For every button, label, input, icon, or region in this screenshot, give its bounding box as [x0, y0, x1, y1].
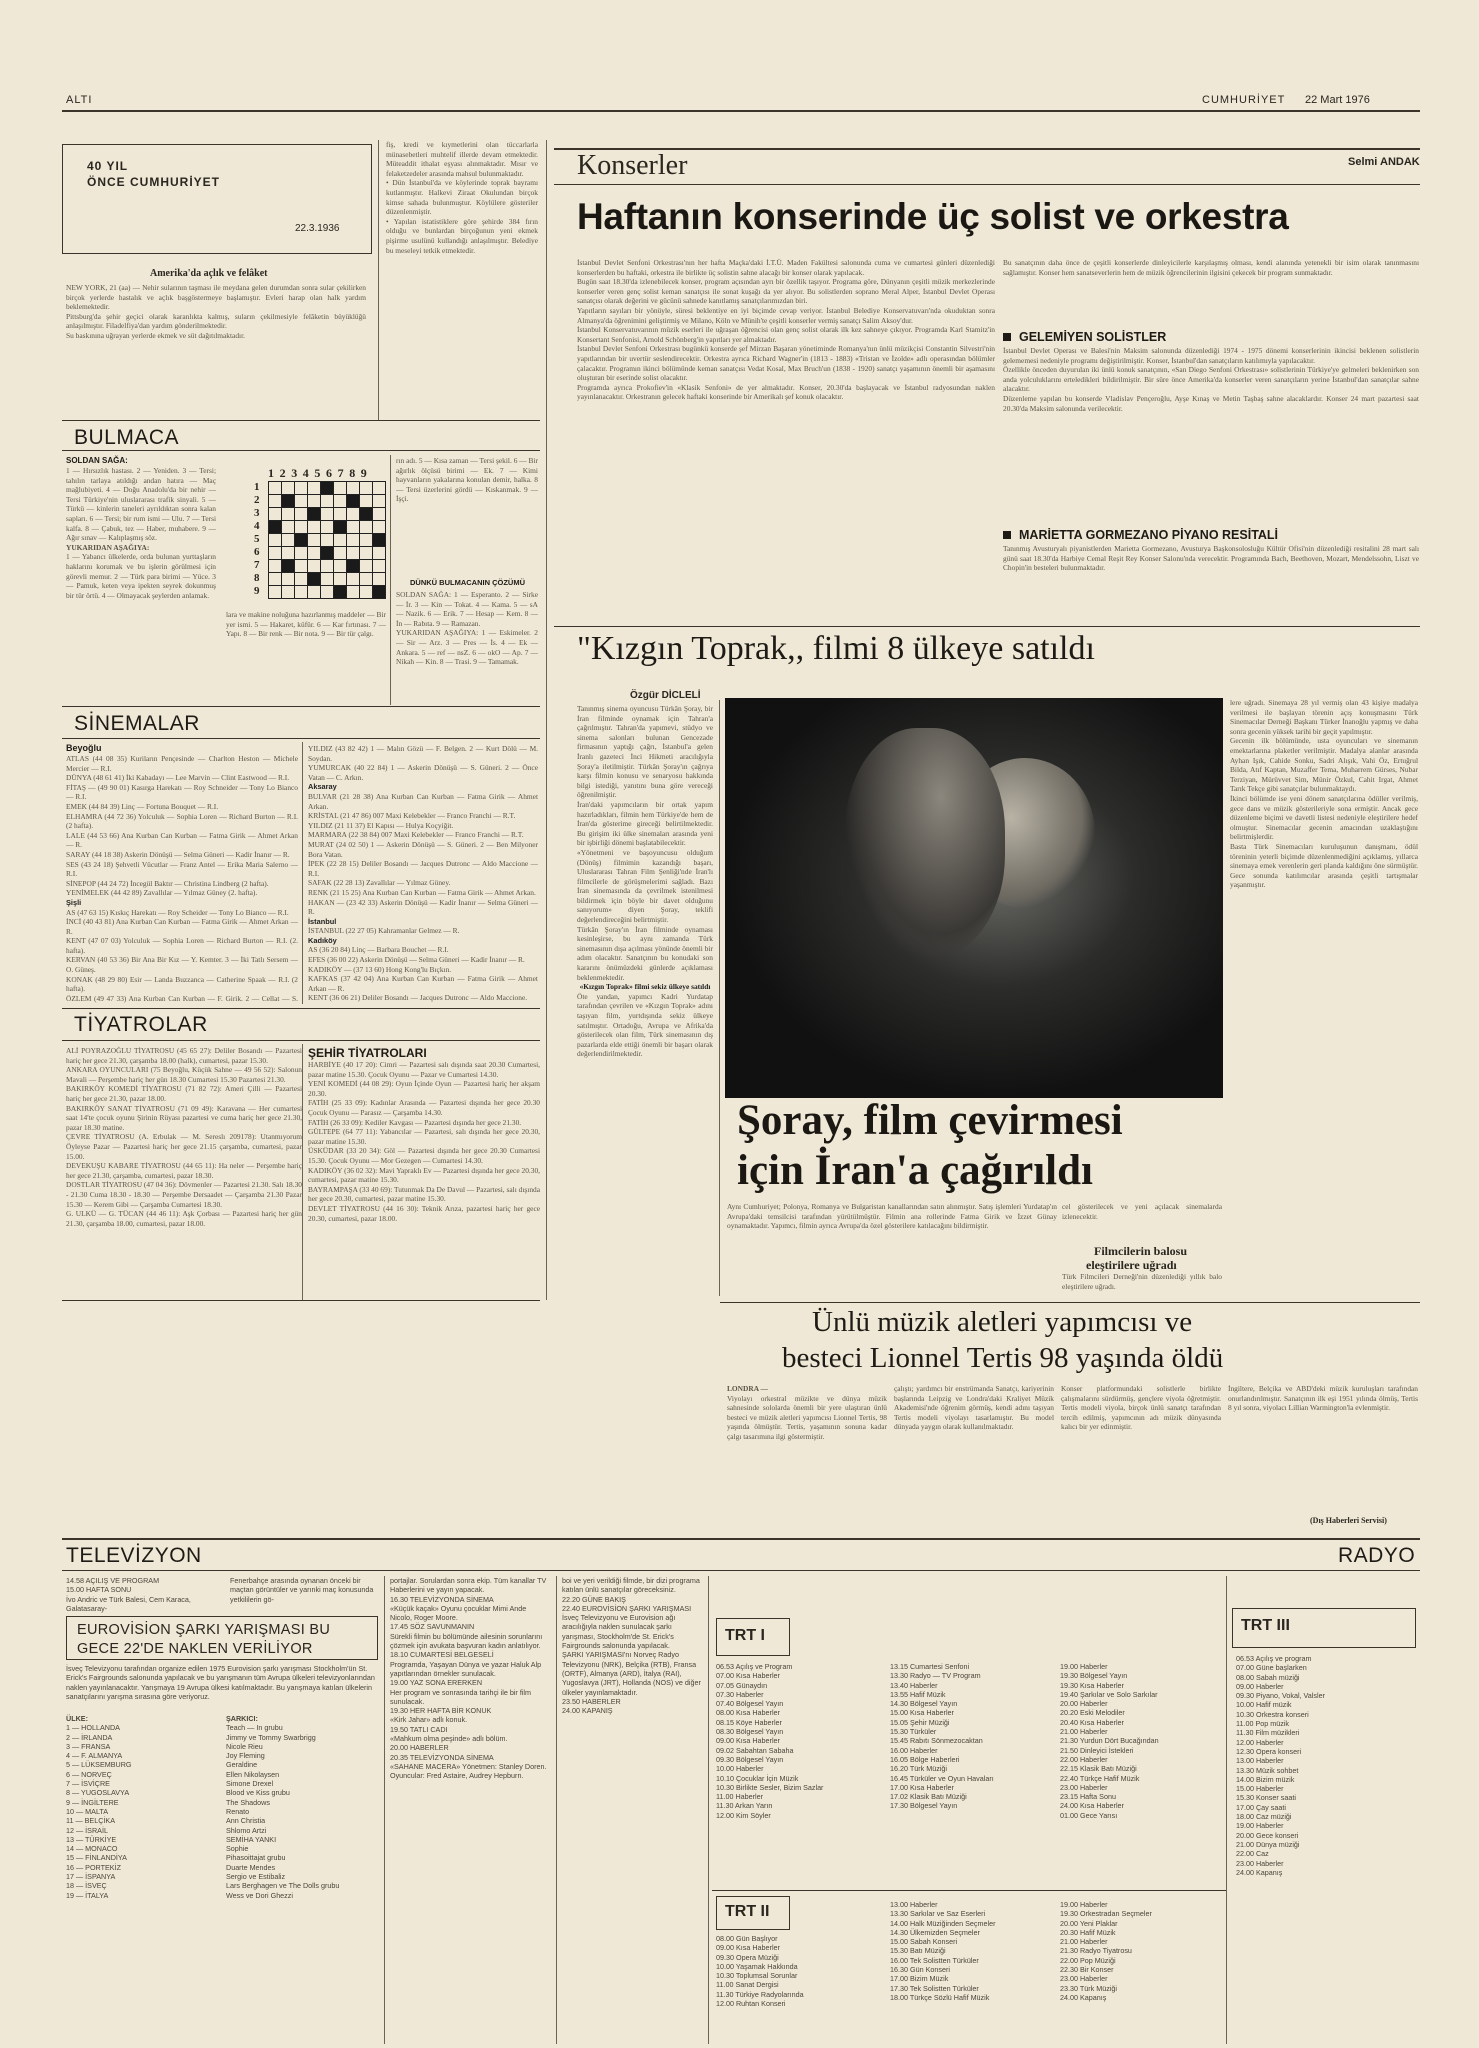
gelemiyen-text: İstanbul Devlet Operası ve Balesi'nin Maksim salonunda düzenlediği 1974 - 1975 dönemi konserlerinin ikincisi beklenen solistlerin gelememesi nedeniyle programı değiştirilmiştir. Konser, İstanbul'dan sanatçıların katılımıyla yapılacaktır. Özellikle önceden duyurulan iki ünlü konuk sanatçının, «San Diego Senfoni Orkestrası» solistlerinin Türkiye'ye gelmeleri beklenirken son anda yolculuklarını erteledikleri bildirilmiştir. Bir süre önce Amerika'da konserler veren sanatçıların yerine İstanbul'dan sanatçılar sahne alacaktır. Düzenleme yapılan bu konserde Vladislav Pençeroğlu, Ayşe Kınaş ve Metin Taşbaş sahne alacaklardır. Konser 24 mart pazartesi saat 20.30'da Maksim salonunda verilecektir. — [1003, 346, 1419, 413]
sinemalar-title: SİNEMALAR — [74, 712, 200, 735]
forty-years-subtitle: ÖNCE CUMHURİYET — [87, 175, 221, 189]
soray-headline-2: için İran'a çağırıldı — [737, 1147, 1093, 1194]
tiyatrolar-title: TİYATROLAR — [74, 1013, 208, 1036]
forty-years-title: 40 YIL — [87, 159, 129, 173]
subhead-gelemiyen-text: GELEMİYEN SOLİSTLER — [1019, 330, 1167, 344]
tv-schedule-top-2: Fenerbahçe arasında oynanan önceki bir maçtan görüntüler ve yarınki maç konusunda yetkililerin gö- — [230, 1576, 374, 1604]
row-number: 9 — [254, 585, 260, 597]
konserler-text-right: Bu sanatçının daha önce de çeşitli konserlerde dinleyicilerle karşılaşmış olması, kendi alanında yetenekli bir isim olarak tanınmasını sağlamıştır. Konser hem sanatseverlerin hem de müzik öğrencilerinin ilgisini çekecek bir program sunmaktadır. — [1003, 258, 1419, 277]
forty-years-headline: Amerika'da açlık ve felâket — [150, 268, 268, 279]
row-number: 5 — [254, 533, 260, 545]
tiyatrolar-list-left: ALİ POYRAZOĞLU TİYATROSU (45 65 27): Deliler Bosandı — Pazartesi hariç her gece 21.30, çarşamba 18.00 (halk), cumartesi, pazar 15.30. ANKARA OYUNCULARI (75 Beyoğlu, Küçük Sahne — 49 56 52): Salonun Mavali — Perşembe hariç her gün 18.30 Cumartesi 15.30 Pazartesi 21.30. BAKIRKÖY KOMEDİ TİYATROSU (71 82 72): Ameri Çilli — Pazartesi hariç her gece 21.30, pazar 18.00. BAKIRKÖY SANAT TİYATROSU (71 09 49): Karavana — Her cumartesi saat 14'te çocuk oyunu Şirinin Rüyası pazartesi ve cuma hariç her gece 21.30, pazar 18.30 matine. ÇEVRE TİYATROSU (A. Erbulak — M. Sereslı 209178): Utanmıyorum Öyleyse Pazar — Pazartesi hariç her gece 21.15 çarşamba, cumartesi, pazar 15.00. DEVEKUŞU KABARE TİYATROSU (44 65 11): Ha neler — Perşembe hariç her gece 21.30, çarşamba, cumartesi, pazar 18.30. DOSTLAR TİYATROSU (47 04 36): Dövmenler — Pazartesi 21.30. Salı 18.30 - 21.30 Cuma 18.30 - 18.30 — Perşembe Dersaadet — Çarşamba 21.30 Pazar 15.30 — Kerem Gibi — Çarşamba Cumartesi 18.30. G. ULKÜ — G. TÜCAN (44 46 11): Aşk Çorbası — Pazartesi hariç her gün 21.30, çarşamba 18.00, cumartesi, pazar 18.00. — [66, 1046, 302, 1228]
tv-schedule-right: boi ve yeri verildiği filmde, bir dizi programa katılan ünlü sanatçılar göreceksiniz. 22.20 GÜNE BAKIŞ 22.40 EUROVİSİON ŞARKI YARIŞMASI İsveç Televizyonu ve Eurovision ağı aracılığıyla naklen sunulacak şarkı yarışması, Stockholm'de St. Erick's Fairgrounds salonunda yapılacak. ŞARKI YARIŞMASI'nı Norveç Radyo Televizyonu (NRK), Belçika (RTB), Fransa (ORTF), Almanya (ARD), İtalya (RAI), Yugoslavya (JRT), Hollanda (NOS) ve diğer ülkeler yayınlamaktadır. 23.50 HABERLER 24.00 KAPANIŞ — [562, 1576, 701, 1716]
tertis-credit: (Dış Haberleri Servisi) — [1310, 1516, 1387, 1525]
soray-headline-1: Şoray, film çevirmesi — [737, 1097, 1123, 1144]
konserler-headline: Haftanın konserinde üç solist ve orkestra — [577, 196, 1289, 237]
tertis-text-4: İngiltere, Belçika ve ABD'deki müzik kuruluşları tarafından onurlandırılmıştır. Sanatçının ilk eşi 1951 yılında ölmüş, Tertis 8 yıl sonra, viyolacı Lillian Warmington'la evlenmiştir. — [1228, 1384, 1418, 1413]
square-bullet-icon — [1003, 531, 1011, 539]
forty-years-date: 22.3.1936 — [295, 223, 340, 234]
row-number: 1 — [254, 481, 260, 493]
soray-sub: Filmcilerin balosu — [1094, 1244, 1187, 1258]
bulmaca-soldan: SOLDAN SAĞA: — [66, 456, 128, 465]
row-number: 4 — [254, 520, 260, 532]
page-number: ALTI — [66, 94, 93, 106]
trt2-box — [716, 1896, 790, 1930]
sehir-tiyatrolari-title: ŞEHİR TİYATROLARI — [308, 1046, 427, 1060]
bulmaca-title: BULMACA — [74, 426, 180, 449]
bulmaca-grid-numbers: 1 2 3 4 5 6 7 8 9 — [268, 466, 369, 480]
district-sisli: Şişli — [66, 897, 82, 907]
news-photo — [725, 698, 1223, 1098]
eurovision-text: İsveç Televizyonu tarafından organize edilen 1975 Eurovision şarkı yarışması Stockholm'ün St. Erick's Fairgrounds salonunda yapılacak ve bu yarışmanın tüm Avrupa ülkeleri televizyonlarından naklen yayınlanacaktır. Yarışmaya 19 Avrupa ülkesi katılmaktadır. Bu yarışmaya katılan ülkelerin sanatçılarını yarışma sırasına göre veriyoruz. — [66, 1664, 375, 1701]
square-bullet-icon — [1003, 333, 1011, 341]
marietta-text: Tanınmış Avusturyalı piyanistlerden Marietta Gormezano, Avusturya Başkonsolosluğu Kültür Ofisi'nin düzenlediği resitalini 28 mart salı günü saat 18.30'da Harbiye Cemal Reşit Rey Konser Salonu'nda verecektir. Programında Bach, Beethoven, Mozart, Mendelssohn, Liszt ve Chopin'in besteleri bulunmaktadır. — [1003, 544, 1419, 573]
trt2-schedule: 08.00 Gün Başlıyor 09.00 Kısa Haberler 09.30 Opera Müziği 10.00 Yaşamak Hakkında 10.30 Toplumsal Sorunlar 11.00 Sanat Dergisi 11.30 Türkiye Radyolarında 12.00 Ruhtan Konseri — [716, 1934, 804, 2009]
konserler-label: Konserler — [577, 150, 688, 181]
televizyon-title: TELEVİZYON — [66, 1544, 202, 1567]
row-number: 2 — [254, 494, 260, 506]
masthead-date: 22 Mart 1976 — [1305, 94, 1370, 106]
subhead-marietta — [1003, 528, 1278, 542]
toprak-headline: "Kızgın Toprak,, filmi 8 ülkeye satıldı — [577, 630, 1095, 667]
toprak-text: Tanınmış sinema oyuncusu Türkân Şoray, bir İran filminde oynamak için Tahran'a çağrılmıştır. Tahran'da yapımevi, stüdyo ve sinema salonları bulunan Gencezade firmasının yaptığı çağrı, İstanbul'a gelen İranlı gazeteci İnci Hikmeti aracılığıyla Şoray'a iletilmiştir. Türkân Şoray'ın çağrıya karşı filmin konusu ve senaryosu hakkında bilgi istediği, yanıtını buna göre vereceği öğrenilmiştir. İran'daki yapımcıların bir ortak yapım hazırladıkları, filmin hem Türkiye'de hem de İran'da gösterime gireceği belirtilmektedir. Bu girişim iki ülke sinemaları arasında yeni bir işbirliği dönemi başlatabilecektir. «Yönetmeni ve başoyuncusu olduğum (Dönüş) filmimin kazandığı başarı, Uluslararası Tahran Film Şenliği'nde İran'lı filmcilerle de görüşmelerimi sağladı. Bazı İran sinemasında da çevrilmek istenilmesi bildirmek için böyle bir davet olduğunu sanıyorum» diyen Şoray, teklifi değerlendireceğini belirtmiştir. Türkân Şoray'ın İran filminde oynaması kesinleşirse, bu aynı zamanda Türk sinemasının dışa açılması yönünde önemli bir adım olacaktır. Sanatçının bu konudaki son kararını önümüzdeki günlerde açıklaması beklenmektedir. «Kızgın Toprak» filmi sekiz ülkeye satıldı Öte yandan, yapımcı Kadri Yurdatap tarafından çevrilen ve «Kızgın Toprak» adını taşıyan film, yurtdışında sekiz ülkeye satılmıştır. Ortadoğu, Avrupa ve Afrika'da gösterilecek olan film, Türk sinemasının dış pazarlarda elde ettiği önemli bir başarı olarak değerlendirilmektedir. — [577, 704, 713, 1059]
subhead-gelemiyen — [1003, 330, 1166, 344]
soray-text-3: Türk Filmcileri Derneği'nin düzenlediği yıllık balo eleştirilere uğradı. — [1062, 1272, 1222, 1291]
district-kadikoy: Kadıköy — [308, 935, 337, 945]
district-istanbul: İstanbul — [308, 916, 337, 926]
row-number: 3 — [254, 507, 260, 519]
forty-years-text-2: fiş, kredi ve kıymetlerini olan tüccarlarla münasebetleri muhtelif illerde devam etmektedir. Müteaddit ithalat eşyası alınmaktadır. Mısır ve felaketzedeler arasında mahsul bulunmaktadır. • Dün İstanbul'da ve köylerinde toprak bayramı kutlanmıştır. Halkevi Ziraat Okulundan birçok kimse sahada bulunmuştur. Köylülere gösteriler düzenlenmiştir. • Yapılan istatistiklere göre şehirde 384 fırın olduğu ve bunlardan birçoğunun yeni ekmek pişirme usulünü kullandığı anlaşılmıştır. Belediye bu meseleyi tetkik etmektedir. — [386, 140, 538, 255]
bulmaca-yukaridan: YUKARIDAN AŞAĞIYA: — [66, 542, 150, 552]
eurovision-line1: EUROVİSİON ŞARKI YARIŞMASI BU — [77, 1622, 331, 1638]
bulmaca-clues-left: 1 — Hırsızlık hastası. 2 — Yeniden. 3 — Tersi; tahılın tarlaya atıldığı andan hatıra — Maç mağlubiyeti. 4 — Doğu Anadolu'da bir nehir — Tersi Türkiye'nin uluslararası trafik sinyali. 5 — Türkü — kinlerin taneleri ayrıldıktan sonra kalan sapları. 6 — Tersi; bir rum ismi — Ulu. 7 — Tersi kalfa. 8 — Çabuk, tez — Haber, muhabere. 9 — Ağır sınav — Kalıplaşmış söz. YUKARIDAN AŞAĞIYA: 1 — Yabancı ülkelerde, orda bulunan yurttaşların haklarını korumak ve bu işlerin görülmesi için görevli memur. 2 — Türk para birimi — Yüce. 3 — Pamuk, keten veya ipekten seyrek dokunmuş bir tür örtü. 4 — Olmayacak şeylerden anlamak. — [66, 466, 216, 600]
tv-schedule-middle: portajlar. Sorulardan sonra ekip. Tüm kanallar TV Haberlerini ve yayın yapacak. 16.30 TELEVİZYONDA SİNEMA «Küçük kaçak» Oyunu çocuklar Mimi Ande Nicolo, Roger Moore. 17.45 SÖZ SAVUNMANIN Sürekli filmin bu bölümünde ailesinin sorunlarını çözmek için avukata başvuran kadın anlatılıyor. 18.10 CUMARTESİ BELGESELİ Programda, Yaşayan Dünya ve yazar Haluk Alp yapıtlarından örnekler sunulacak. 19.00 YAZ SONA ERERKEN Her program ve sonrasında tarihçi ile bir film sunulacak. 19.30 HER HAFTA BİR KONUK «Kirk Jahar» adlı konuk. 19.50 TATLI CADI «Mahkum olma peşinde» adlı bölüm. 20.00 HABERLER 20.35 TELEVİZYONDA SİNEMA «SAHANE MACERA» Yönetmen: Stanley Doren. Oyuncular: Fred Astaire, Audrey Hepburn. — [390, 1576, 547, 1781]
trt2-schedule-2: 13.00 Haberler 13.30 Sarkılar ve Saz Eserleri 14.00 Halk Müziğinden Seçmeler 14.30 Ülkemizden Seçmeler 15.00 Sabah Konseri 15.30 Batı Müziği 16.00 Tek Solistten Türküler 16.30 Gün Konseri 17.00 Bizim Müzik 17.30 Tek Solistten Türküler 18.00 Türkçe Sözlü Hafif Müzik — [890, 1900, 996, 2002]
soray-text-2: cel gösterilecek ve yeni açılacak sinemalarda izlenecektir. — [1062, 1202, 1222, 1221]
tertis-text-3: Konser platformundaki solistlerle birlikte çalışmalarını sürdürmüş, gençlere viyola öğretmiştir. Tertis modeli viyola, birçok ünlü sanatçı tarafından tercih edilmiş, yapımcının adı müzik dünyasında kalıcı bir yer edinmiştir. — [1061, 1384, 1221, 1432]
konserler-text-left: İstanbul Devlet Senfoni Orkestrası'nın her hafta Maçka'daki İ.T.Ü. Maden Fakültesi salonunda cuma ve cumartesi günleri düzenlediği konserlerden bu haftaki, orkestra ile birlikte üç solistin sahne alacağı bir konser olarak yapılacak. Bugün saat 18.30'da izlenebilecek konser, program açısından ayrı bir özellik taşıyor. Programa göre, Dünyanın çeşitli müzik merkezlerinde konserler veren genç solist keman sanatçısı ile sonat kuşağı da yer alıyor. Bu solistlerden soprano Meral Alper, İstanbul Devlet Operası sanatçısı olarak değerini ve gücünü sahnede kanıtlamış sanatçılarımızdan biri. Yapıtların sayıları bir yönüyle, süresi beklentiye en iyi biçimde cevap veriyor. İstanbul Belediye Konservatuvarı'nda okuduktan sonra Almanya'da öğrenimini geliştirmiş ve Milano, Köln ve Münih'te çeşitli konserler vermiş sanatçı Salim Aksoy'dur. İstanbul Konservatuvarının müzik eserleri ile uğraşan öğrencisi olan genç solist olarak ilk kez sahneye çıkıyor. Programda Karl Stamitz'in Konsertant Senfonisi, Arnold Schönberg'in yapıtları yer almaktadır. İstanbul Devlet Senfoni Orkestrası bugünkü konserde şef Mirzan Başaran yönetiminde Romanya'nın ünlü müzikçisi Constantin Silvestri'nin yapıtlarından bir uvertür seslendirecektir. Orkestra ayrıca Richard Wagner'in (1813 - 1883) «Tristan ve İzolde» adlı operasından bölümler çalacaktır. Programın ikinci bölümünde keman sanatçısı Vedat Kosal, Max Bruch'un (1838 - 1920) sanatçı yaşamının önemli bir aşamasını oluşturan bir eserinde solist olacaktır. Programda ayrıca Prokofiev'in «Klasik Senfoni» de yer almaktadır. Konser, 20.30'da başlayacak ve İstanbul radyosundan naklen yayınlanacaktır. Orkestranın gelecek haftaki konserinde bir Amerikalı şef konuk olacaktır. — [577, 258, 995, 402]
trt1-schedule-3: 19.00 Haberler 19.30 Bölgesel Yayın 19.30 Kısa Haberler 19.40 Şarkılar ve Solo Sarkılar 20.00 Haberler 20.20 Eski Melodiler 20.40 Kısa Haberler 21.00 Haberler 21.30 Yurdun Dört Bucağından 21.50 Dinleyici İstekleri 22.00 Haberler 22.15 Klasik Batı Müziği 22.40 Türkçe Hafif Müzik 23.00 Haberler 23.15 Hafta Sonu 24.00 Kısa Haberler 01.00 Gece Yarısı — [1060, 1662, 1159, 1820]
soray-text: Aynı Cumhuriyet; Polonya, Romanya ve Bulgaristan kanallarından satın alınmıştır. Satış işlemleri Yurdatap'ın Avrupa'daki temsilcisi tarafından yürütülmüştür. Filmin ana rollerinde Fatma Girik ve İzzet Günay oynamaktadır. Yapımcı, filmin ayrıca Avrupa'da özel gösterilere katılacağını bildirmiştir. — [727, 1202, 1057, 1231]
tertis-headline-1: Ünlü müzik aletleri yapımcısı ve — [812, 1306, 1193, 1338]
tertis-text-2: çalıştı; yardımcı bir enstrümanda Sanatçı, kariyerinin başlarında Leipzig ve Londra'daki Kraliyet Müzik Akademisi'nde öğrenim görmüş, kendi adını taşıyan Tertis modeli viyolayı tasarlamıştır. Bu model dünyada yaygın olarak kullanılmaktadır. — [894, 1384, 1054, 1432]
toprak-subhead: «Kızgın Toprak» filmi sekiz ülkeye satıldı — [579, 982, 711, 992]
trt2-title: TRT II — [725, 1903, 770, 1920]
forty-years-text: NEW YORK, 21 (aa) — Nehir sularının taşması ile meydana gelen durumdan sonra sular çekilirken birçok yerlerde hastalık ve açlık başgöstermeye başlamıştır. Evleri harap olan halk yardım beklemektedir. Pittsburg'da şehir geçici olarak karanlıkta kalmış, suların çekilmesiyle felâketin büyüklüğü anlaşılmıştır. Filadelfiya'dan yardım gönderilmektedir. Su baskınına uğrayan yerlerde ekmek ve süt dağıtılmaktadır. — [66, 283, 366, 340]
row-number: 7 — [254, 559, 260, 571]
bulmaca-solution: SOLDAN SAĞA: 1 — Esperanto. 2 — Sirke — İr. 3 — Kin — Tokat. 4 — Kama. 5 — sA — Nazik. 6 — Erik. 7 — Hesap — Kem. 8 — İn — Rabıta. 9 — Ramazan. YUKARIDAN AŞAĞIYA: 1 — Eskimeler. 2 — Sir — Arz. 3 — Pres — İs. 4 — Ek — Ankara. 5 — ref — nsZ. 6 — okO — Ap. 7 — Nikah — Kin. 8 — Trasi. 9 — Tamamak. — [396, 590, 538, 667]
trt1-schedule-2: 13.15 Cumartesi Senfoni 13.30 Radyo — TV Program 13.40 Haberler 13.55 Hafif Müzik 14.30 Bölgesel Yayın 15.00 Kısa Haberler 15.05 Şehir Müziği 15.30 Türküler 15.45 Rabıtı Sönmezocaktan 16.00 Haberler 16.05 Bölge Haberleri 16.20 Türk Müziği 16.45 Türküler ve Oyun Havaları 17.00 Kısa Haberler 17.02 Klasik Batı Müziği 17.30 Bölgesel Yayın — [890, 1662, 994, 1811]
row-number: 6 — [254, 546, 260, 558]
radyo-title: RADYO — [1338, 1544, 1416, 1567]
trt3-title: TRT III — [1241, 1617, 1290, 1634]
ulke-label: ÜLKE: — [66, 1714, 88, 1723]
trt2-schedule-3: 19.00 Haberler 19.30 Orkestradan Seçmeler 20.00 Yeni Plaklar 20.30 Hafif Müzik 21.00 Haberler 21.30 Radyo Tiyatrosu 22.00 Pop Müziği 22.30 Bir Konser 23.00 Haberler 23.30 Türk Müziği 24.00 Kapanış — [1060, 1900, 1152, 2002]
eurovision-line2: GECE 22'DE NAKLEN VERİLİYOR — [77, 1641, 313, 1657]
district-beyoglu: Beyoğlu — [66, 743, 102, 753]
toprak-author: Özgür DİCLELİ — [630, 690, 701, 701]
tertis-text-1: LONDRA — Viyolayı orkestral müzikte ve dünya müzik sahnesinde sololarda önemli bir yere ulaştıran ünlü besteci ve müzik aletleri yapımcısı Lionnel Tertis, 98 yaşında ölmüştür. Tertis, yaşamının sonuna kadar çalgı tasarımına ilgi göstermiştir. — [727, 1384, 887, 1441]
tertis-headline-2: besteci Lionnel Tertis 98 yaşında öldü — [782, 1342, 1224, 1374]
konserler-author: Selmi ANDAK — [1348, 156, 1420, 168]
bulmaca-clues-middle: lara ve makine noluğuna hazırlanmış maddeler — Bir yer ismi. 5 — Hakaret, küfür. 6 — Kar fırtınası. 7 — Yapı. 8 — Bir renk — Bir nota. 9 — Bir tür çalgı. — [226, 610, 386, 639]
bulmaca-row-numbers — [254, 481, 260, 598]
eurovision-box — [66, 1616, 378, 1660]
masthead-paper: CUMHURİYET — [1202, 94, 1286, 106]
trt3-schedule: 06.53 Açılış ve program 07.00 Güne başlarken 08.00 Sabah müziği 09.00 Haberler 09.30 Piyano, Vokal, Valsler 10.00 Hafif müzik 10.30 Orkestra konseri 11.00 Pop müzik 11.30 Film müzikleri 12.00 Haberler 12.30 Opera konseri 13.00 Haberler 13.30 Müzik sohbet 14.00 Bizim müzik 15.00 Haberler 15.30 Konser saati 17.00 Çay saati 18.00 Caz müziği 19.00 Haberler 20.00 Gece konseri 21.00 Dünya müziği 22.00 Caz 23.00 Haberler 24.00 Kapanış — [1236, 1654, 1325, 1877]
tiyatrolar-list-right: HARBİYE (40 17 20): Cimri — Pazartesi salı dışında saat 20.30 Cumartesi, pazar matine 15.30. Çocuk Oyunu — Pazar ve Cumartesi 14.30. YENİ KOMEDİ (44 08 29): Oyun İçinde Oyun — Pazartesi hariç her akşam 20.30. FATİH (25 33 09): Kadınlar Arasında — Pazartesi dışında her gece 20.30 Çocuk Oyunu — Parasız — Çarşamba 14.30. FATİH (26 33 09): Kediler Kavgası — Pazartesi dışında her gece 21.30. GÜLTEPE (64 77 11): Yabancılar — Pazartesi, salı dışında her gece 20.30, pazar matine 15.30. ÜSKÜDAR (33 20 34): Göl — Pazartesi dışında her gece 20.30 Cumartesi 15.30. Çocuk Oyunu — Mor Gezegen — Cumartesi 14.30. KADIKÖY (36 02 32): Mavi Yapraklı Ev — Pazartesi dışında her gece 20.30, cumartesi, pazar matine 15.30. BAYRAMPAŞA (33 40 69): Tutunmak Da De Davul — Pazartesi, salı dışında her gece 20.30, cumartesi, pazar matine 15.30. DEVLET TİYATROSU (44 16 30): Teknik Arıza, pazartesi hariç her gece 20.30, cumartesi, pazar 18.00. — [308, 1060, 540, 1223]
eurovision-singers: ŞARKICI: Teach — In grubu Jimmy ve Tommy Swarbrigg Nicole Rieu Joy Fleming Geraldine Ellen Nikolaysen Simone Drexel Blood ve Kiss grubu The Shadows Renato Ann Christia Shlomo Artzi SEMİHA YANKI Sophie Pihasoittajat grubu Duarte Mendes Sergio ve Estibaliz Lars Berghagen ve The Dolls grubu Wess ve Dori Ghezzi — [226, 1714, 378, 2046]
sarkici-label: ŞARKICI: — [226, 1714, 258, 1723]
trt1-title: TRT I — [725, 1627, 765, 1644]
eurovision-countries: ÜLKE: 1 — HOLLANDA 2 — İRLANDA 3 — FRANSA 4 — F. ALMANYA 5 — LÜKSEMBURG 6 — NORVEÇ 7 — İSVİÇRE 8 — YUGOSLAVYA 9 — İNGİLTERE 10 — MALTA 11 — BELÇİKA 12 — İSRAİL 13 — TÜRKİYE 14 — MONACO 15 — FİNLANDİYA 16 — PORTEKİZ 17 — İSPANYA 18 — İSVEÇ 19 — İTALYA — [66, 1714, 186, 2046]
trt1-box — [716, 1618, 790, 1656]
sinemalar-list-right: YILDIZ (43 82 42) 1 — Malın Gözü — F. Belgen. 2 — Kurt Dölü — M. Soydan. YUMURCAK (40 22 84) 1 — Askerin Dönüşü — S. Güneri. 2 — Önce Vatan — C. Arkın. Aksaray BULVAR (21 28 38) Ana Kurban Can Kurban — Fatma Girik — Ahmet Arkan. KRİSTAL (21 47 86) 007 Maxi Kelebekler — Franco Franchi — R.T. YILDIZ (21 11 37) El Kapısı — Hulya Koçyiğit. MARMARA (22 38 84) 007 Maxi Kelebekler — Franco Franchi — R.T. MURAT (24 02 50) 1 — Askerin Dönüşü — S. Güneri. 2 — Ben Milyoner Bora Vatan. İPEK (22 28 15) Deliler Bosandı — Jacques Dutronc — Aldo Maccione — R.I. SAFAK (22 28 13) Zavallılar — Yılmaz Güney. RENK (21 15 25) Ana Kurban Can Kurban — Fatma Girik — Ahmet Arkan. HAKAN — (23 42 33) Askerin Dönüşü — Kadir İnanır — Selma Güneri — R. İstanbul İSTANBUL (22 27 05) Kahramanlar Gelmez — R. Kadıköy AS (36 20 84) Linç — Barbara Bouchet — R.I. EFES (36 00 22) Askerin Dönüşü — Selma Güneri — Kadir İnanır — R. KADIKÖY — (37 13 60) Hong Kong'lu Bıçkın. KAFKAS (37 42 04) Ana Kurban Can Kurban — Fatma Girik — Ahmet Arkan — R. KENT (36 06 21) Deliler Bosandı — Jacques Dutronc — Aldo Maccione. — [308, 744, 538, 1003]
bulmaca-clues-right: rın adı. 5 — Kısa zaman — Tersi şekil. 6 — Bir ağırlık ölçüsü birimi — Ek. 7 — Kimi hayvanların yakalarına konulan demir, halka. 8 — Tersi üzerlerini gördü — Kıskanmak. 9 — İşçi. — [396, 456, 538, 504]
bulmaca-dunku: DÜNKÜ BULMACANIN ÇÖZÜMÜ — [410, 578, 525, 587]
trt3-box — [1232, 1608, 1416, 1648]
row-number: 8 — [254, 572, 260, 584]
toprak-text-right: lere uğradı. Sinemaya 28 yıl vermiş olan 43 kişiye madalya verilmesi ile başlayan törenin açış konuşmasını Türk Sinemacılar Derneği Başkanı Türker İnanoğlu yapmış ve daha sonra gecenin yüksek tarihi bir geçit yapılmıştır. Gecenin ilk bölümünde, usta oyuncuları ve sinemanın emektarlarına plaketler verilmiştir. Madalya alanlar arasında Ayhan Işık, Cahide Sonku, Sadri Alışık, Vahi Öz, Ertuğrul Bilda, Atıf Kaptan, Muzaffer Tema, Muharrem Gürses, Nubar Terziyan, Mürüvvet Sim, Münir Özkul, Cahit Irgat, Ahmet Tarık Tekçe gibi sanatçılar bulunmaktaydı. İkinci bölümde ise yeni dönem sanatçılarına ödüller verilmiş, gece dans ve müzik gösterileriyle sona ermiştir. Ancak gece düzenleme biçimi ve davetli listesi nedeniyle eleştirilere hedef olmuştur. Sinemacılar gecenin amacından uzaklaştığını belirtmişlerdir. Basta Türk Sinemacıları kuruluşunun danışmanı, ödül töreninin yeterli biçimde düzenlenmediğini açıklamış, yıllarca sinemaya emek verenlerin geri planda kaldığını öne sürmüştür. Gece sonunda katılımcılar arasında çeşitli tartışmalar yaşanmıştır. — [1230, 698, 1418, 890]
sinemalar-list-left: ATLAS (44 08 35) Kuriların Pençesinde — Charlton Heston — Michele Mercier — R.I. DÜNYA (48 61 41) İki Kabadayı — Lee Marvin — Clint Eastwood — R.I. FİTAŞ — (49 90 01) Kasırga Harekatı — Roy Schneider — Tony Lo Bianco — R.I. EMEK (44 84 39) Linç — Fortuna Bouquet — R.I. ELHAMRA (44 72 36) Yolculuk — Sophia Loren — Richard Burton — R.I. (2 hafta). LALE (44 53 66) Ana Kurban Can Kurban — Fatma Girik — Ahmet Arkan — R. SARAY (44 18 38) Askerin Dönüşü — Selma Güneri — Kadir İnanır — R. SES (43 24 18) Şehvetli Vücutlar — Franz Antel — Erika Maria Salerno — R.I. SİNEPOP (44 24 72) İncegül Baktır — Christina Lindberg (2 hafta). YENİMELEK (44 42 89) Zavallılar — Yılmaz Güney (2. hafta). Şişli AS (47 63 15) Kıskıç Harekatı — Roy Scheider — Tony Lo Bianco — R.I. İNCİ (40 43 81) Ana Kurban Can Kurban — Fatma Girik — Ahmet Arkan — R. KENT (47 07 03) Yolculuk — Sophia Loren — Richard Burton — R.I. (2. hafta). KERVAN (40 53 36) Bir Ana Bir Kız — Y. Kemter. 3 — İki Tatlı Sersem — O. Güneş. KONAK (48 29 80) Esir — Landa Buzzanca — Catherine Spaak — R.I. (2 hafta). ÖZLEM (49 47 33) Ana Kurban Can Kurban — F. Girik. 2 — Cellat — S. — [66, 754, 298, 1003]
crossword-grid[interactable] — [268, 481, 386, 599]
subhead-marietta-text: MARİETTA GORMEZANO PİYANO RESİTALİ — [1019, 528, 1279, 542]
tertis-dateline: LONDRA — — [727, 1384, 768, 1393]
district-aksaray: Aksaray — [308, 782, 337, 792]
tv-schedule-top: 14.58 AÇILIŞ VE PROGRAM 15.00 HAFTA SONU İvo Andric ve Türk Balesi, Cem Karaca, Galatasaray- — [66, 1576, 191, 1613]
soray-sub-2: eleştirilere uğradı — [1086, 1258, 1177, 1272]
trt1-schedule: 06.53 Açılış ve Program 07.00 Kısa Haberler 07.05 Günaydın 07.30 Haberler 07.40 Bölgesel Yayın 08.00 Kısa Haberler 08.15 Köye Haberler 08.30 Bölgesel Yayın 09.00 Kısa Haberler 09.02 Sabahtan Sabaha 09.30 Bölgesel Yayın 10.00 Haberler 10.10 Çocuklar İçin Müzik 10.30 Birlikte Sesler, Bizim Sazlar 11.00 Haberler 11.30 Arkan Yarın 12.00 Kim Söyler — [716, 1662, 824, 1820]
forty-years-box — [62, 144, 372, 254]
